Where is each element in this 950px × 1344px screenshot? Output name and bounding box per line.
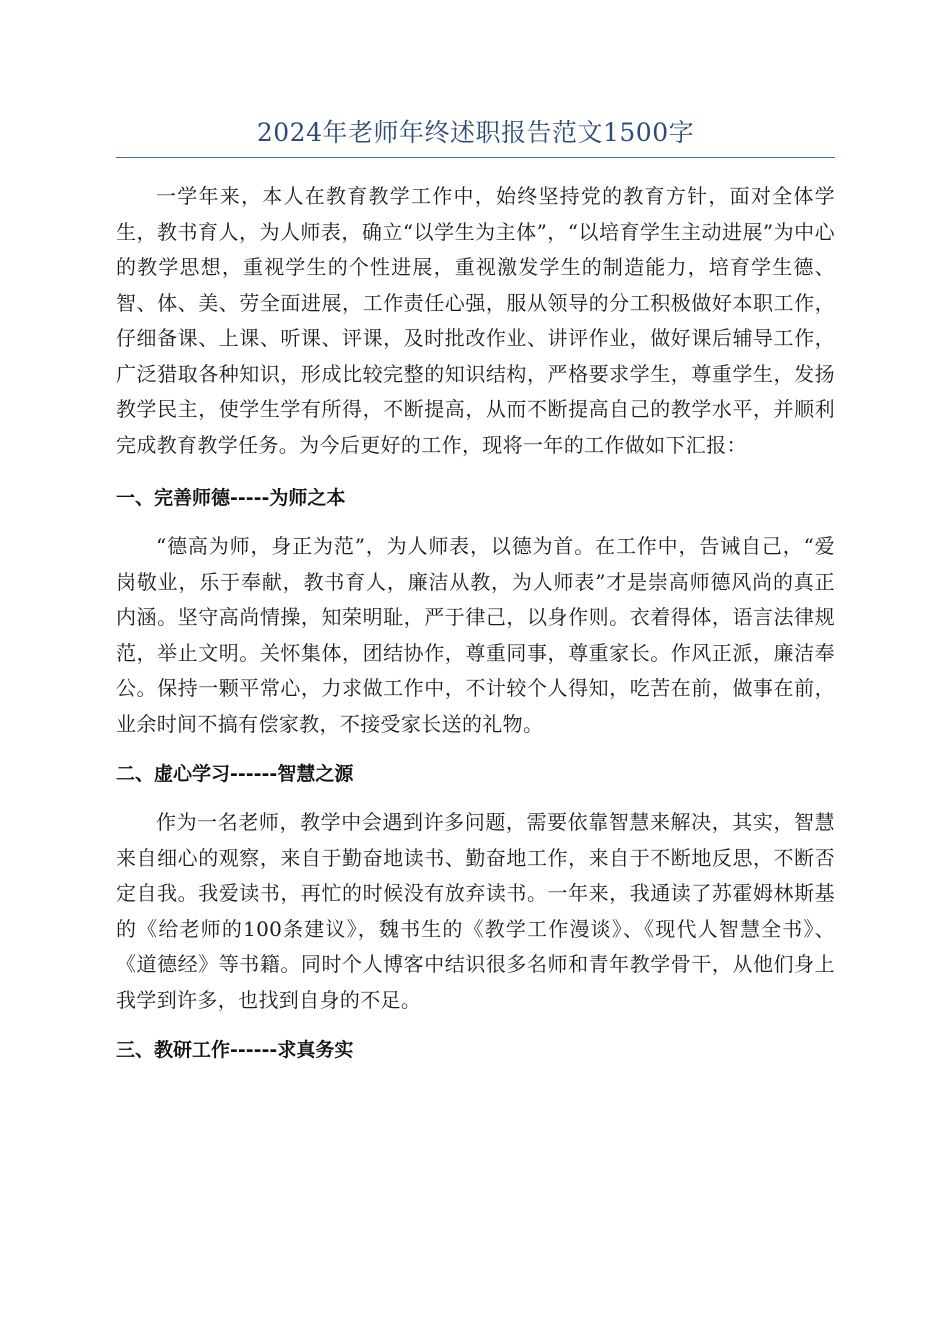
section-1-paragraph: “德高为师，身正为范”，为人师表，以德为首。在工作中，告诫自己，“爱岗敬业，乐于奉献，教书育人，廉洁从教，为人师表”才是崇高师德风尚的真正内涵。坚守高尚情操，知荣明耻，严于律己，以身作则。衣着得体，语言法律规范，举止文明。关怀集体，团结协作，尊重同事，尊重家长。作风正派，廉洁奉公。保持一颗平常心，力求做工作中，不计较个人得知，吃苦在前，做事在前，业余时间不搞有偿家教，不接受家长送的礼物。: [116, 534, 835, 736]
intro-paragraph: 一学年来，本人在教育教学工作中，始终坚持党的教育方针，面对全体学生，教书育人，为人师表，确立“以学生为主体”，“以培育学生主动进展”为中心的教学思想，重视学生的个性进展，重视激发学生的制造能力，培育学生德、智、体、美、劳全面进展，工作责任心强，服从领导的分工积极做好本职工作，仔细备课、上课、听课、评课，及时批改作业、讲评作业，做好课后辅导工作，广泛猎取各种知识，形成比较完整的知识结构，严格要求学生，尊重学生，发扬教学民主，使学生学有所得，不断提高，从而不断提高自己的教学水平，并顺利完成教育教学任务。为今后更好的工作，现将一年的工作做如下汇报：: [116, 184, 835, 457]
section-2-paragraph: 作为一名老师，教学中会遇到许多问题，需要依靠智慧来解决，其实，智慧来自细心的观察，来自于勤奋地读书、勤奋地工作，来自于不断地反思，不断否定自我。我爱读书，再忙的时候没有放弃读书。一年来，我通读了苏霍姆林斯基的《给老师的100条建议》，魏书生的《教学工作漫谈》、《现代人智慧全书》、《道德经》等书籍。同时个人博客中结识很多名师和青年教学骨干，从他们身上我学到许多，也找到自身的不足。: [116, 810, 835, 1012]
section-heading-2: 二、虚心学习------智慧之源: [116, 763, 354, 785]
document-title: 2024年老师年终述职报告范文1500字: [256, 118, 695, 147]
document-page: [116, 108, 835, 1063]
section-heading-1: 一、完善师德-----为师之本: [116, 487, 346, 509]
section-heading-3: 三、教研工作------求真务实: [116, 1039, 354, 1061]
